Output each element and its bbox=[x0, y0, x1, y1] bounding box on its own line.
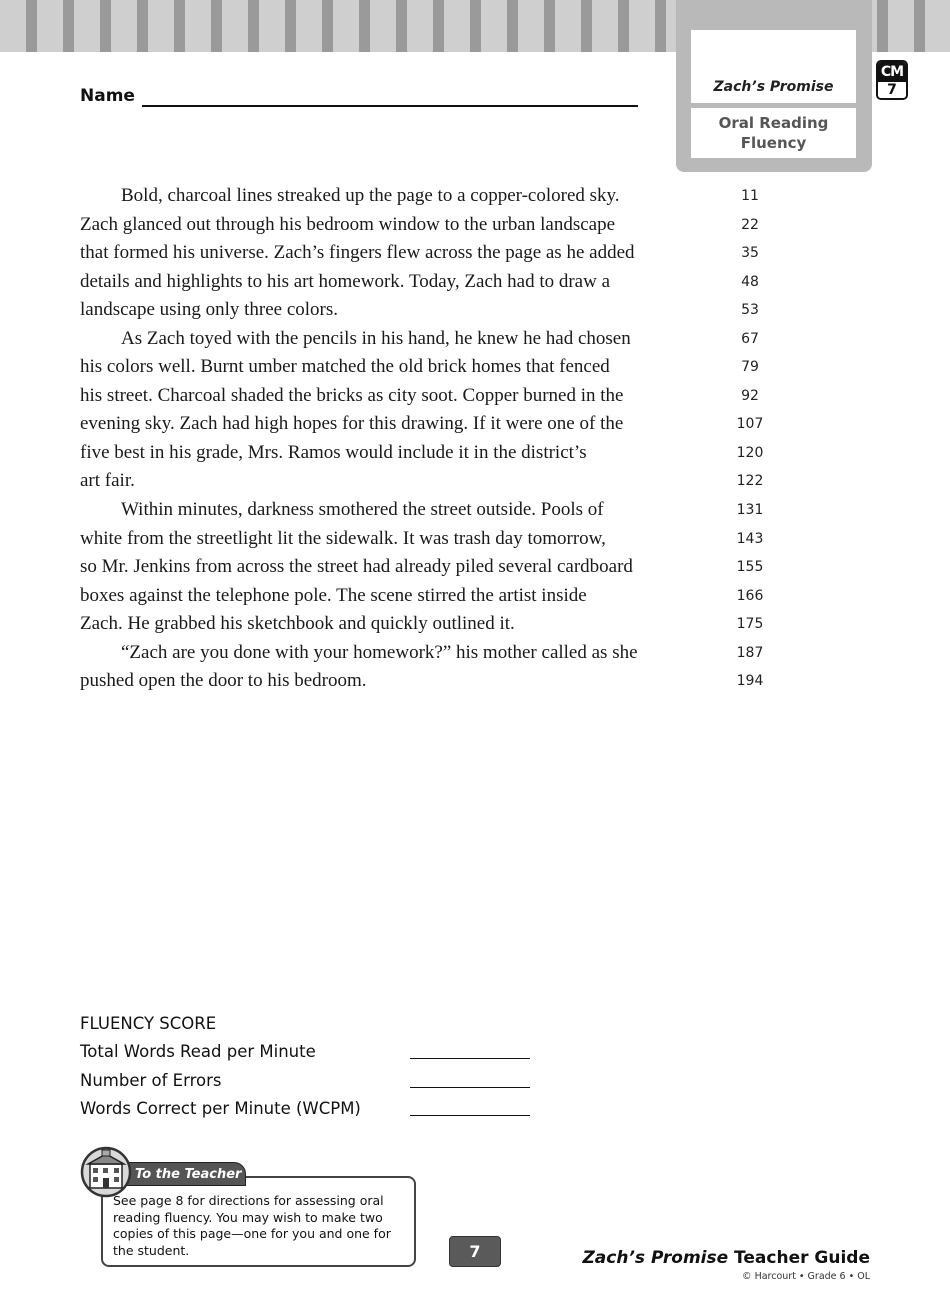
passage-line: “Zach are you done with your homework?” his mother called as she bbox=[121, 641, 638, 663]
score-label: Number of Errors bbox=[80, 1070, 222, 1090]
passage-line: Zach. He grabbed his sketchbook and quickly outlined it. bbox=[80, 613, 515, 635]
passage-line: five best in his grade, Mrs. Ramos would include it in the district’s bbox=[80, 441, 587, 463]
tab-subtitle: Oral Reading Fluency bbox=[691, 108, 856, 158]
fluency-score-section bbox=[80, 1010, 540, 1124]
page-number: 7 bbox=[449, 1236, 501, 1267]
score-row-wcpm bbox=[80, 1095, 540, 1124]
score-label: Words Correct per Minute (WCPM) bbox=[80, 1099, 361, 1118]
word-count: 22 bbox=[741, 216, 759, 233]
tab-title: Zach’s Promise bbox=[691, 30, 856, 103]
word-count: 92 bbox=[741, 387, 759, 404]
passage-line: his colors well. Burnt umber matched the old brick homes that fenced bbox=[80, 356, 610, 378]
word-count: 194 bbox=[736, 673, 764, 690]
word-count: 155 bbox=[736, 559, 764, 576]
teacher-note-box bbox=[101, 1176, 416, 1267]
footer-title bbox=[582, 1248, 870, 1268]
passage-line: boxes against the telephone pole. The scene stirred the artist inside bbox=[80, 584, 587, 606]
word-count: 53 bbox=[741, 302, 759, 319]
passage-line: his street. Charcoal shaded the bricks as city soot. Copper burned in the bbox=[80, 384, 624, 406]
passage-line: white from the streetlight lit the sidewalk. It was trash day tomorrow, bbox=[80, 527, 606, 549]
word-count: 131 bbox=[736, 502, 764, 519]
word-count: 79 bbox=[741, 359, 759, 376]
teacher-note-tab: To the Teacher bbox=[120, 1162, 246, 1186]
score-write-line bbox=[410, 1087, 530, 1088]
word-count: 166 bbox=[736, 587, 764, 604]
score-row-errors bbox=[80, 1067, 540, 1096]
word-count: 48 bbox=[741, 273, 759, 290]
footer-title-rest: Teacher Guide bbox=[728, 1248, 870, 1268]
passage-line: pushed open the door to his bedroom. bbox=[80, 670, 367, 692]
passage-line: As Zach toyed with the pencils in his hand, he knew he had chosen bbox=[121, 327, 631, 349]
passage-line: that formed his universe. Zach’s fingers flew across the page as he added bbox=[80, 242, 635, 264]
passage-line: art fair. bbox=[80, 470, 135, 492]
footer-copyright: © Harcourt • Grade 6 • OL bbox=[742, 1271, 870, 1282]
cm-badge bbox=[876, 60, 908, 100]
score-write-line bbox=[410, 1115, 530, 1116]
teacher-note-text: See page 8 for directions for assessing oral reading fluency. You may wish to make two copies of this page—one for you and one for the student. bbox=[113, 1193, 391, 1258]
reading-passage bbox=[80, 182, 680, 696]
word-count-column bbox=[720, 182, 780, 696]
word-count: 175 bbox=[736, 616, 764, 633]
name-label: Name bbox=[80, 86, 135, 106]
passage-line: Within minutes, darkness smothered the street outside. Pools of bbox=[121, 499, 604, 521]
section-tab bbox=[676, 0, 872, 172]
word-count: 67 bbox=[741, 330, 759, 347]
school-building-icon bbox=[78, 1144, 134, 1198]
fluency-heading: FLUENCY SCORE bbox=[80, 1014, 217, 1033]
passage-line: landscape using only three colors. bbox=[80, 299, 339, 321]
word-count: 11 bbox=[741, 188, 759, 204]
word-count: 122 bbox=[736, 473, 764, 490]
word-count: 35 bbox=[741, 245, 759, 262]
word-count: 143 bbox=[736, 530, 764, 547]
name-write-line bbox=[142, 105, 638, 107]
word-count: 187 bbox=[736, 644, 764, 661]
passage-line: Zach glanced out through his bedroom window to the urban landscape bbox=[80, 213, 616, 235]
passage-line: details and highlights to his art homework. Today, Zach had to draw a bbox=[80, 270, 611, 292]
word-count: 120 bbox=[736, 444, 764, 461]
score-row-total-words bbox=[80, 1038, 540, 1067]
score-write-line bbox=[410, 1058, 530, 1059]
passage-line: Bold, charcoal lines streaked up the page to a copper-colored sky. bbox=[121, 185, 620, 206]
cm-badge-label: CM bbox=[878, 62, 906, 82]
footer-title-book: Zach’s Promise bbox=[582, 1248, 729, 1268]
name-field bbox=[80, 86, 640, 110]
passage-line: evening sky. Zach had high hopes for this drawing. If it were one of the bbox=[80, 413, 624, 435]
score-label: Total Words Read per Minute bbox=[80, 1042, 316, 1061]
passage-line: so Mr. Jenkins from across the street had already piled several cardboard bbox=[80, 556, 633, 578]
word-count: 107 bbox=[736, 416, 764, 433]
cm-badge-number: 7 bbox=[878, 82, 906, 99]
